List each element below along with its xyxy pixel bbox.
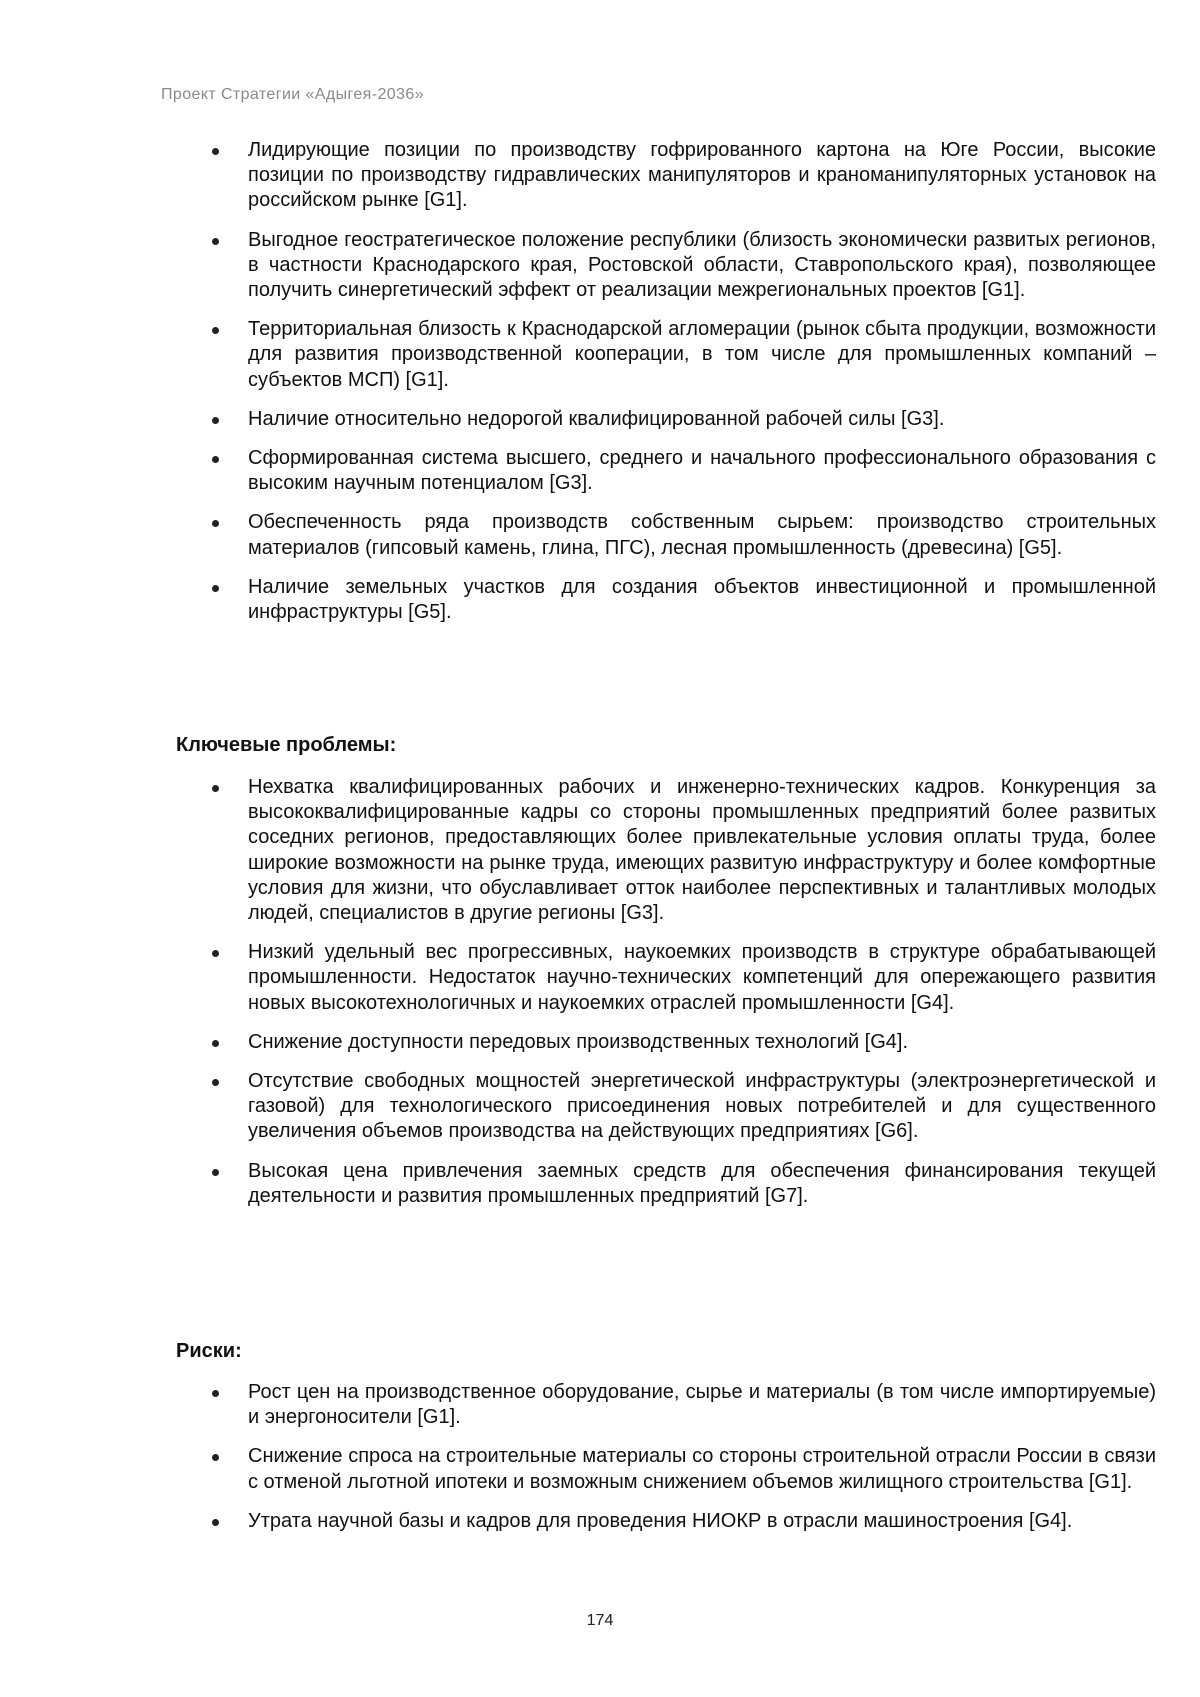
list-item bbox=[0, 1159, 1156, 1209]
list-item bbox=[0, 317, 1156, 393]
bullet-icon bbox=[212, 950, 219, 957]
list-item-text: Наличие относительно недорогой квалифицированной рабочей силы [G3]. bbox=[248, 407, 945, 430]
list-item-text: Рост цен на производственное оборудование, сырье и материалы (в том числе импортируемые) и энергоносители [G1]. bbox=[248, 1381, 1156, 1429]
list-item bbox=[0, 138, 1156, 214]
problems-list bbox=[0, 775, 1200, 1209]
risks-section bbox=[0, 1380, 1200, 1548]
list-item bbox=[0, 940, 1156, 1016]
list-item-text: Территориальная близость к Краснодарской агломерации (рынок сбыта продукции, возможности для развития производственной кооперации, в том числе для промышленных компаний – субъектов МСП) [G1]. bbox=[248, 318, 1156, 391]
risks-heading: Риски: bbox=[176, 1340, 242, 1362]
risks-list bbox=[0, 1380, 1200, 1534]
list-item-text: Наличие земельных участков для создания объектов инвестиционной и промышленной инфраструктуры [G5]. bbox=[248, 575, 1156, 624]
list-item-text: Низкий удельный вес прогрессивных, наукоемких производств в структуре обрабатывающей промышленности. Недостаток научно-технических компетенций для опережающего развития новых высокотехнологичных и наукоемких отраслей промышленности [G4]. bbox=[248, 941, 1156, 1014]
bullet-icon bbox=[212, 1454, 219, 1461]
list-item bbox=[0, 446, 1156, 496]
list-item bbox=[0, 575, 1156, 625]
list-item bbox=[0, 775, 1156, 926]
problems-heading: Ключевые проблемы: bbox=[176, 734, 397, 756]
bullet-icon bbox=[212, 417, 219, 424]
bullet-icon bbox=[212, 1169, 219, 1176]
list-item-text: Снижение спроса на строительные материалы со стороны строительной отрасли России в связи с отменой льготной ипотеки и возможным снижением объемов жилищного строительства [G1]. bbox=[248, 1445, 1156, 1493]
list-item-text: Сформированная система высшего, среднего и начального профессионального образования с высоким научным потенциалом [G3]. bbox=[248, 447, 1156, 495]
bullet-icon bbox=[212, 148, 219, 155]
page-number: 174 bbox=[586, 1612, 614, 1629]
list-item bbox=[0, 1030, 1156, 1055]
strengths-section bbox=[0, 138, 1200, 639]
list-item bbox=[0, 228, 1156, 304]
list-item-text: Обеспеченность ряда производств собственным сырьем: производство строительных материалов (гипсовый камень, глина, ПГС), лесная промышленность (древесина) [G5]. bbox=[248, 511, 1156, 559]
bullet-icon bbox=[212, 327, 219, 334]
list-item-text: Нехватка квалифицированных рабочих и инженерно-технических кадров. Конкуренция за высококвалифицированные кадры со стороны промышленных предприятий более развитых соседних регионов, предоставляющих более привлекательные условия оплаты труда, более широкие возможности на рынке труда, имеющих развитую инфраструктуру и более комфортные условия для жизни, что обуславливает отток наиболее перспективных и талантливых молодых людей, специалистов в другие регионы [G3]. bbox=[248, 776, 1156, 925]
strengths-list bbox=[0, 138, 1200, 625]
list-item bbox=[0, 1509, 1156, 1534]
list-item-text: Утрата научной базы и кадров для проведения НИОКР в отрасли машиностроения [G4]. bbox=[248, 1509, 1073, 1532]
bullet-icon bbox=[212, 1079, 219, 1086]
bullet-icon bbox=[212, 456, 219, 463]
list-item bbox=[0, 510, 1156, 560]
list-item bbox=[0, 407, 1156, 432]
document-header: Проект Стратегии «Адыгея-2036» bbox=[161, 86, 424, 103]
bullet-icon bbox=[212, 238, 219, 245]
bullet-icon bbox=[212, 1040, 219, 1047]
list-item bbox=[0, 1380, 1156, 1430]
list-item bbox=[0, 1444, 1156, 1494]
list-item-text: Высокая цена привлечения заемных средств для обеспечения финансирования текущей деятельности и развития промышленных предприятий [G7]. bbox=[248, 1159, 1156, 1207]
list-item-text: Снижение доступности передовых производственных технологий [G4]. bbox=[248, 1030, 909, 1053]
list-item-text: Отсутствие свободных мощностей энергетической инфраструктуры (электроэнергетической и газовой) для технологического присоединения новых потребителей и для существенного увеличения объемов производства на действующих предприятиях [G6]. bbox=[248, 1070, 1156, 1143]
problems-section bbox=[0, 775, 1200, 1223]
bullet-icon bbox=[212, 585, 219, 592]
bullet-icon bbox=[212, 1390, 219, 1397]
bullet-icon bbox=[212, 1519, 219, 1526]
list-item-text: Выгодное геостратегическое положение республики (близость экономически развитых регионов, в частности Краснодарского края, Ростовской области, Ставропольского края), позволяющее получить синергетический эффект от реализации межрегиональных проектов [G1]. bbox=[248, 228, 1156, 302]
list-item bbox=[0, 1069, 1156, 1145]
list-item-text: Лидирующие позиции по производству гофрированного картона на Юге России, высокие позиции по производству гидравлических манипуляторов и краноманипуляторных установок на российском рынке [G1]. bbox=[248, 139, 1156, 212]
bullet-icon bbox=[212, 520, 219, 527]
bullet-icon bbox=[212, 785, 219, 792]
